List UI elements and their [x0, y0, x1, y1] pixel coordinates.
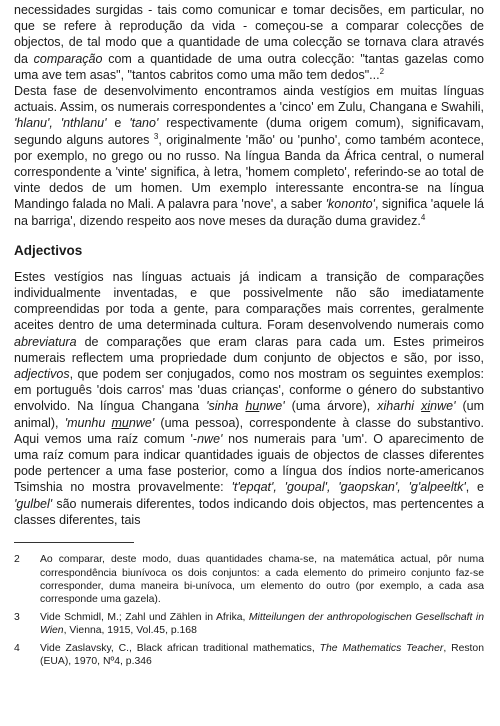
emphasis-comparacao: comparação [33, 51, 103, 66]
word-part: 'sinha [206, 399, 246, 414]
paragraph-comparison [14, 2, 484, 83]
word-xiharhi-xinwe [377, 399, 455, 413]
text-run: (uma árvore), [284, 399, 378, 414]
footnote-divider [14, 542, 134, 543]
words-tsimshia-numerals: 't'epqat', 'goupal', 'gaopskan', 'g'alpeeltk' [231, 480, 466, 495]
word-part: xiharhi [377, 399, 422, 414]
word-prefix-underlined: mu [111, 415, 129, 430]
footnote-4 [14, 642, 484, 669]
publication-title: The Mathematics Teacher [319, 642, 444, 654]
footnote-text [40, 642, 484, 669]
word-gulbel: 'gulbel' [14, 496, 53, 511]
text-run: , originalmente 'mão' ou 'punho', como também acontece, por exemplo, no grego ou no russo. Na língua Banda da África central, o numeral correspondente a 'vinte' significa, à letra, 'homem completo', referindo-se ao total de vinte dedos de um homen. Um exemplo interessante encontra-se na língua Mandingo falada no Mali. A palavra para 'nove', a saber [14, 132, 484, 212]
footnote-text: Ao comparar, deste modo, duas quantidades chama-se, na matemática actual, pôr numa correspondência biunívoca os dois conjuntos: a cada elemento do primeiro conjunto faz-se corresponder, duma maneira bi-unívoca, um elemento do outro (por exemplo, a cada asa corresponde uma gazela). [40, 554, 484, 606]
text-run: , e [465, 480, 484, 495]
text-run: necessidades surgidas - tais como comunicar e tomar decisões, em particular, no que se refere à reprodução da vida - começou-se a comparar colecções de objectos, de tal modo que a quantidade de uma colecção se tornava clara através da [14, 3, 484, 66]
text-run: Desta fase de desenvolvimento encontramos ainda vestígios em muitas línguas actuais. Assim, os numerais correspondentes a 'cinco' em Zulu, Changana e Swahili, [14, 84, 484, 115]
text-run: Estes vestígios nas línguas actuais já indicam a transição de comparações individualmente inventadas, e que possivelmente não são imediatamente compreendidas por toda a gente, para comparações mais correntes, geralmente aceites dentro de uma determinada cultura. Foram desenvolvendo numerais como [14, 269, 484, 333]
footnote-ref-4[interactable]: 4 [420, 212, 426, 222]
text-run: , significa 'aquele lá na barriga', dizendo respeito aos nove meses da duração duma gravidez. [14, 197, 484, 228]
text-run: de comparações que eram claras para cada um. Estes primeiros numerais reflectem uma propriedade dum conjunto de objectos e são, por isso, [14, 334, 484, 365]
footnote-text [40, 611, 484, 638]
footnote-ref-2[interactable]: 2 [379, 66, 385, 76]
text-run: respectivamente (duma origem comum), significavam, segundo alguns autores [14, 116, 484, 147]
word-part: 'munhu [64, 415, 112, 430]
emphasis-adjectivos: adjectivos [14, 367, 70, 382]
word-part: nwe' [128, 415, 155, 430]
footnote-2 [14, 553, 484, 607]
footnote-number: 4 [14, 642, 20, 654]
text-run: Vide Zaslavsky, C., Black african traditional mathematics, [40, 642, 320, 654]
word-kononto: 'kononto' [325, 197, 375, 212]
footnote-ref-3[interactable]: 3 [153, 131, 159, 141]
text-run: com a quantidade de uma outra colecção: "tantas gazelas como uma ave tem asas", "tantos cabritos como uma mão tem dedos"... [14, 51, 484, 82]
footnote-number: 3 [14, 611, 20, 623]
word-prefix-underlined: xi [421, 399, 431, 414]
word-part: nwe' [259, 399, 285, 414]
text-run: são numerais diferentes, todos indicando dois objectos, mas pertencentes a classes diferentes, tais [14, 496, 484, 527]
text-run: (uma pessoa), correspondente à classe do substantivo. Aqui vemos uma raíz comum '- [14, 415, 484, 446]
text-run: e [106, 116, 130, 131]
word-prefix-underlined: hu [245, 399, 260, 414]
footnote-3 [14, 611, 484, 638]
word-hlanu-nthlanu: 'hlanu', 'nthlanu' [14, 116, 107, 131]
paragraph-adjectives [14, 269, 484, 528]
paragraph-vestiges [14, 83, 484, 229]
word-munhu-munwe [65, 416, 155, 430]
text-run: , que podem ser conjugados, como nos mostram os seguintes exemplos: em português 'dois carros' mas 'duas crianças', conforme o género do substantivo envolvido. Na língua Changana [14, 367, 484, 414]
section-heading: Adjectivos [14, 242, 83, 258]
text-run: Vide Schmidl, M.; Zahl und Zählen in Afrika, [40, 611, 249, 623]
word-tano: 'tano' [129, 116, 159, 131]
emphasis-abreviatura: abreviatura [14, 334, 77, 349]
publication-title: Mitteilungen der anthropologischen Gesellschaft in Wien [40, 611, 484, 637]
footnote-number: 2 [14, 554, 20, 566]
text-run: (um animal), [14, 399, 485, 430]
word-sinha-hunwe [206, 399, 285, 413]
text-run: nos numerais para 'um'. O aparecimento de uma raíz comum para indicar quantidades iguais de objectos de classes diferentes pode pertencer a uma fase posterior, como a língua dos índios norte-americanos Tsimshia no mostra provavelmente: [14, 431, 484, 495]
text-run: , Vienna, 1915, Vol.45, p.168 [63, 625, 197, 637]
text-run: , Reston (EUA), 1970, Nº4, p.346 [40, 642, 484, 667]
word-nwe: nwe' [197, 431, 223, 446]
word-part: nwe' [430, 399, 456, 414]
